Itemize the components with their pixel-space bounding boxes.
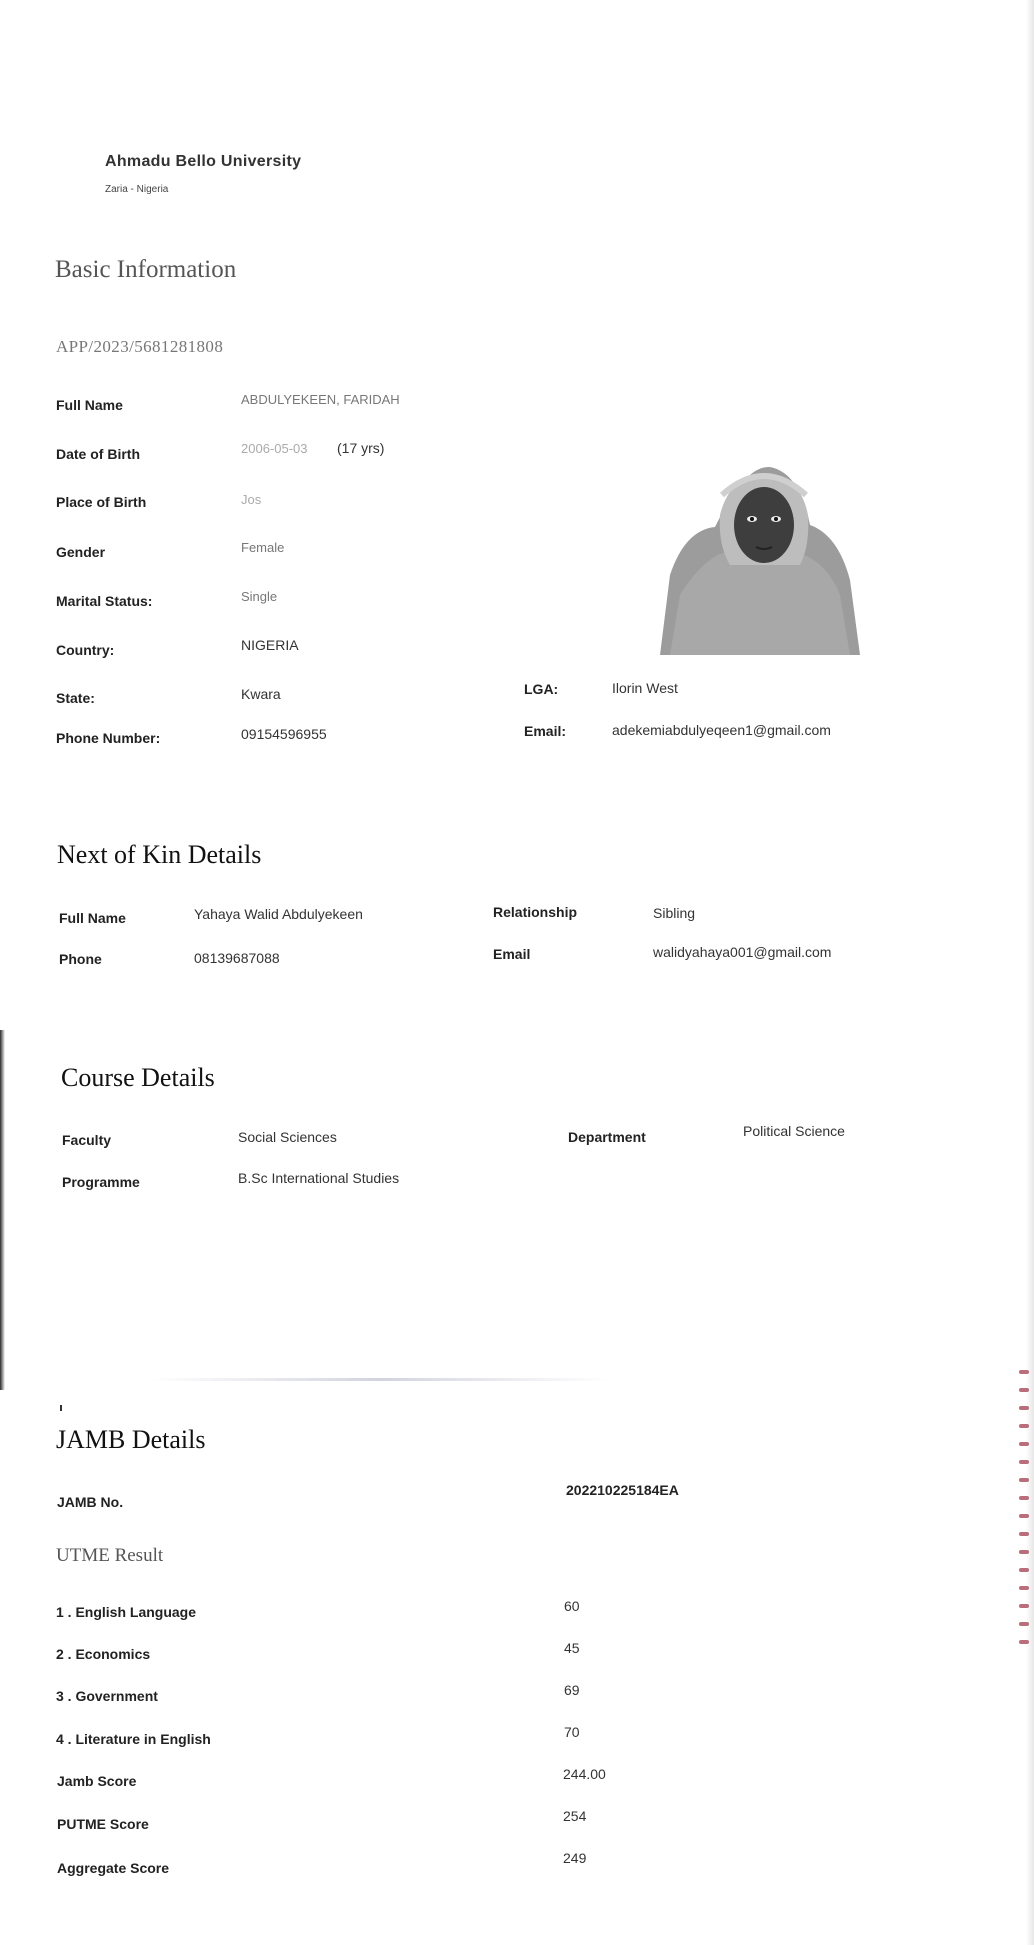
nok-relationship-value: Sibling — [653, 905, 696, 921]
subject-row-score: 70 — [564, 1724, 580, 1740]
aggregate-score-label: Aggregate Score — [57, 1860, 170, 1876]
subject-row-label: 4 . Literature in English — [56, 1731, 211, 1747]
nok-full-name-value: Yahaya Walid Abdulyekeen — [194, 906, 363, 922]
nok-relationship-label: Relationship — [493, 904, 578, 920]
jamb-no-value: 202210225184EA — [566, 1482, 679, 1498]
state-value: Kwara — [241, 686, 281, 702]
jamb-score-value: 244.00 — [563, 1766, 606, 1782]
jamb-score-label: Jamb Score — [57, 1773, 137, 1789]
scan-edge-left — [0, 1030, 5, 1390]
lga-label: LGA: — [524, 681, 559, 697]
passport-photo — [660, 455, 860, 655]
subject-row-label: 1 . English Language — [56, 1604, 197, 1620]
subject-row-score: 45 — [564, 1640, 580, 1656]
gender-value: Female — [241, 540, 285, 555]
department-value: Political Science — [743, 1123, 845, 1139]
scan-artifact-dot — [60, 1405, 62, 1411]
place-of-birth-label: Place of Birth — [56, 494, 147, 510]
stamp-edge-marks — [1016, 1370, 1032, 1680]
full-name-value: ABDULYEKEEN, FARIDAH — [241, 392, 400, 407]
jamb-details-title: JAMB Details — [56, 1425, 206, 1454]
aggregate-score-value: 249 — [563, 1850, 587, 1866]
state-label: State: — [56, 690, 95, 706]
nok-phone-label: Phone — [59, 951, 102, 967]
gender-label: Gender — [56, 544, 106, 560]
country-value: NIGERIA — [241, 637, 299, 653]
dob-value: 2006-05-03 — [241, 441, 308, 456]
nok-email-value: walidyahaya001@gmail.com — [653, 944, 832, 960]
subject-row-score: 69 — [564, 1682, 580, 1698]
putme-score-value: 254 — [563, 1808, 587, 1824]
basic-info-title: Basic Information — [55, 256, 237, 283]
next-of-kin-title: Next of Kin Details — [57, 840, 262, 869]
nok-full-name-label: Full Name — [59, 910, 126, 926]
subject-row-label: 3 . Government — [56, 1688, 158, 1704]
university-name: Ahmadu Bello University — [105, 153, 302, 170]
phone-value: 09154596955 — [241, 726, 327, 742]
faculty-value: Social Sciences — [238, 1129, 337, 1145]
application-number: APP/2023/5681281808 — [56, 337, 224, 356]
utme-result-title: UTME Result — [56, 1545, 164, 1566]
course-details-title: Course Details — [61, 1063, 215, 1092]
nok-email-label: Email — [493, 946, 531, 962]
programme-value: B.Sc International Studies — [238, 1170, 400, 1186]
jamb-no-label: JAMB No. — [57, 1494, 124, 1510]
faculty-label: Faculty — [62, 1132, 112, 1148]
place-of-birth-value: Jos — [241, 492, 262, 507]
subject-row-label: 2 . Economics — [56, 1646, 151, 1662]
university-location: Zaria - Nigeria — [105, 184, 169, 195]
programme-label: Programme — [62, 1174, 140, 1190]
email-label: Email: — [524, 723, 567, 739]
department-label: Department — [568, 1129, 646, 1145]
scan-artifact-line — [150, 1378, 610, 1381]
full-name-label: Full Name — [56, 397, 123, 413]
age-value: (17 yrs) — [337, 440, 385, 456]
lga-value: Ilorin West — [612, 680, 678, 696]
phone-label: Phone Number: — [56, 730, 161, 746]
subject-row-score: 60 — [564, 1598, 580, 1614]
putme-score-label: PUTME Score — [57, 1816, 149, 1832]
email-value: adekemiabdulyeqeen1@gmail.com — [612, 722, 831, 738]
country-label: Country: — [56, 642, 115, 658]
marital-status-label: Marital Status: — [56, 593, 153, 609]
dob-label: Date of Birth — [56, 446, 140, 462]
nok-phone-value: 08139687088 — [194, 950, 280, 966]
marital-status-value: Single — [241, 589, 278, 604]
